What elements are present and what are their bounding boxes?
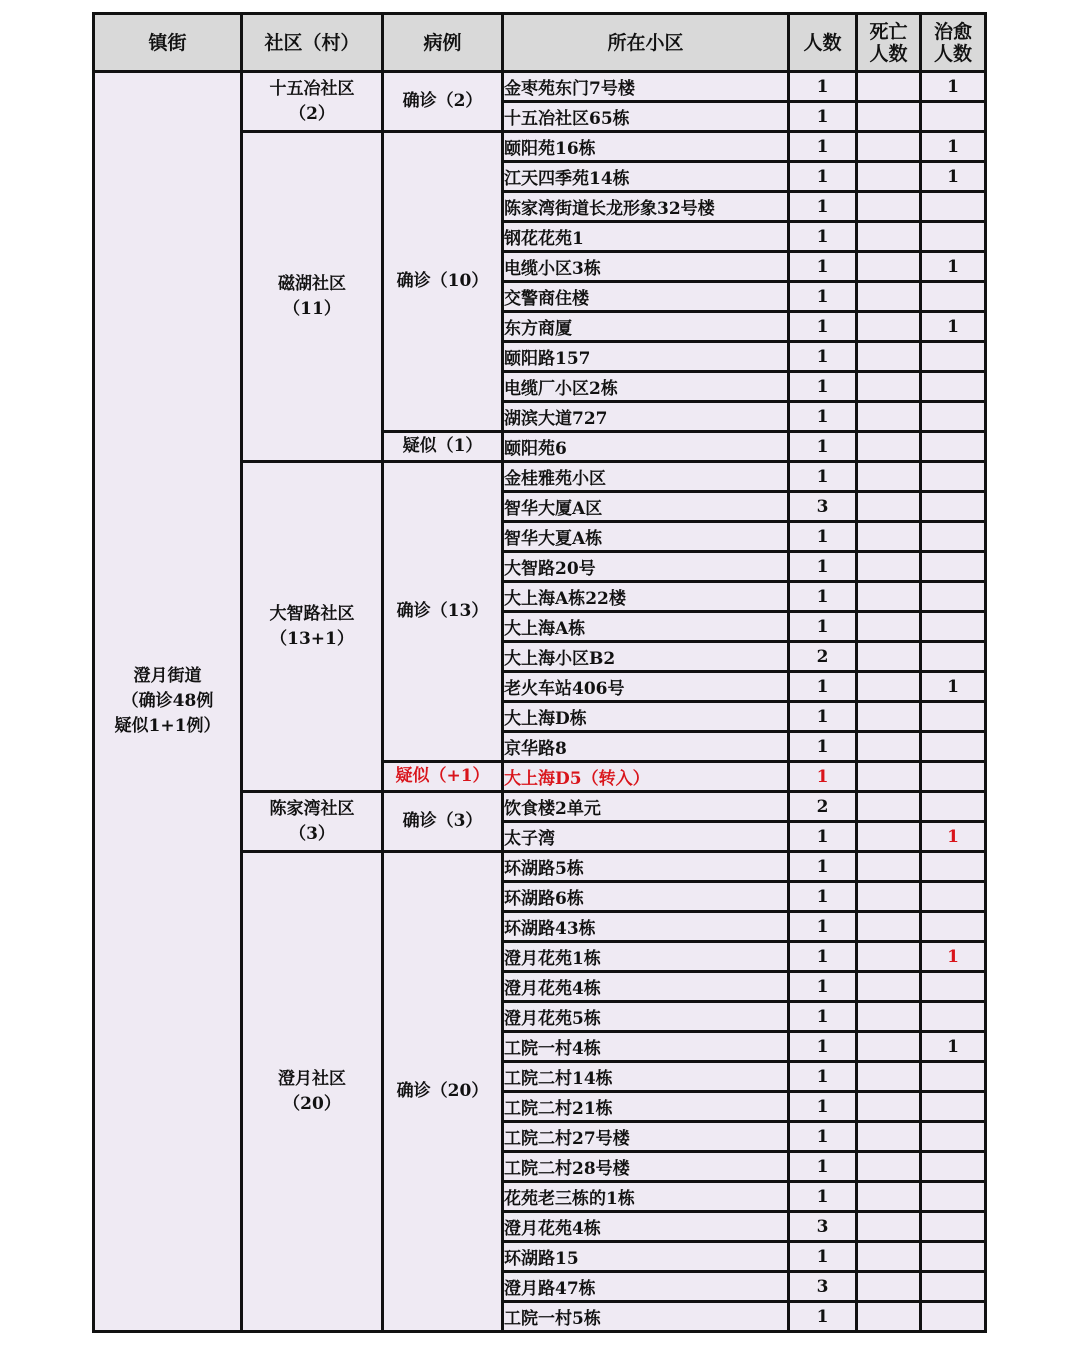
death-cell xyxy=(858,1033,922,1063)
death-cell xyxy=(858,1093,922,1123)
place-cell: 太子湾 xyxy=(504,823,790,853)
cured-cell: 1 xyxy=(922,73,987,103)
header-case: 病例 xyxy=(384,15,504,73)
count-cell: 1 xyxy=(790,583,858,613)
community-label: （3） xyxy=(289,823,335,844)
cured-cell xyxy=(922,583,987,613)
count-cell: 1 xyxy=(790,1303,858,1333)
count-cell: 3 xyxy=(790,1273,858,1303)
count-cell: 1 xyxy=(790,943,858,973)
death-cell xyxy=(858,1123,922,1153)
cured-cell xyxy=(922,433,987,463)
death-cell xyxy=(858,1243,922,1273)
community-cell xyxy=(243,853,384,1333)
count-cell: 1 xyxy=(790,703,858,733)
count-cell: 1 xyxy=(790,193,858,223)
death-cell xyxy=(858,103,922,133)
death-cell xyxy=(858,1183,922,1213)
death-cell xyxy=(858,763,922,793)
death-cell xyxy=(858,553,922,583)
community-label: 磁湖社区 xyxy=(278,273,346,294)
cured-cell xyxy=(922,193,987,223)
death-cell xyxy=(858,493,922,523)
place-cell: 颐阳路157 xyxy=(504,343,790,373)
count-cell: 3 xyxy=(790,493,858,523)
count-cell: 1 xyxy=(790,283,858,313)
header-cured xyxy=(922,15,987,73)
place-cell: 环湖路5栋 xyxy=(504,853,790,883)
town-label-line3: 疑似1+1例） xyxy=(114,716,221,736)
cured-cell xyxy=(922,853,987,883)
count-cell: 1 xyxy=(790,1003,858,1033)
cured-cell: 1 xyxy=(922,163,987,193)
cured-cell xyxy=(922,763,987,793)
place-cell: 十五冶社区65栋 xyxy=(504,103,790,133)
count-cell: 1 xyxy=(790,133,858,163)
cured-cell: 1 xyxy=(922,823,987,853)
table-row xyxy=(95,73,987,103)
death-cell xyxy=(858,403,922,433)
header-cured-line1: 治愈 xyxy=(933,20,972,43)
community-label: （2） xyxy=(289,103,335,124)
community-label: （13+1） xyxy=(270,628,354,649)
place-cell: 工院一村5栋 xyxy=(504,1303,790,1333)
place-cell: 老火车站406号 xyxy=(504,673,790,703)
place-cell: 湖滨大道727 xyxy=(504,403,790,433)
case-table xyxy=(92,12,987,1333)
cured-cell xyxy=(922,733,987,763)
death-cell xyxy=(858,673,922,703)
cured-cell xyxy=(922,1123,987,1153)
place-cell: 工院二村14栋 xyxy=(504,1063,790,1093)
header-cured-line2: 人数 xyxy=(933,42,972,65)
cured-cell xyxy=(922,973,987,1003)
community-cell xyxy=(243,793,384,853)
header-death xyxy=(858,15,922,73)
place-cell: 环湖路6栋 xyxy=(504,883,790,913)
cured-cell xyxy=(922,373,987,403)
death-cell xyxy=(858,73,922,103)
place-cell: 金枣苑东门7号楼 xyxy=(504,73,790,103)
cured-cell xyxy=(922,553,987,583)
count-cell: 1 xyxy=(790,1123,858,1153)
cured-cell xyxy=(922,613,987,643)
death-cell xyxy=(858,703,922,733)
cured-cell xyxy=(922,403,987,433)
place-cell: 大上海D栋 xyxy=(504,703,790,733)
death-cell xyxy=(858,223,922,253)
death-cell xyxy=(858,1153,922,1183)
case-type-cell: 疑似（+1） xyxy=(384,763,504,793)
place-cell: 大上海A栋 xyxy=(504,613,790,643)
cured-cell xyxy=(922,343,987,373)
town-cell xyxy=(95,73,243,1333)
count-cell: 1 xyxy=(790,103,858,133)
cured-cell xyxy=(922,793,987,823)
cured-cell xyxy=(922,1063,987,1093)
table-body xyxy=(95,73,987,1333)
case-type-cell: 确诊（13） xyxy=(384,463,504,763)
death-cell xyxy=(858,733,922,763)
place-cell: 环湖路15 xyxy=(504,1243,790,1273)
death-cell xyxy=(858,133,922,163)
death-cell xyxy=(858,913,922,943)
count-cell: 1 xyxy=(790,1183,858,1213)
count-cell: 1 xyxy=(790,1033,858,1063)
death-cell xyxy=(858,943,922,973)
death-cell xyxy=(858,343,922,373)
death-cell xyxy=(858,853,922,883)
cured-cell: 1 xyxy=(922,673,987,703)
cured-cell: 1 xyxy=(922,1033,987,1063)
death-cell xyxy=(858,613,922,643)
place-cell: 钢花花苑1 xyxy=(504,223,790,253)
cured-cell: 1 xyxy=(922,943,987,973)
place-cell: 金桂雅苑小区 xyxy=(504,463,790,493)
count-cell: 1 xyxy=(790,1063,858,1093)
place-cell: 大上海小区B2 xyxy=(504,643,790,673)
case-type-cell: 确诊（20） xyxy=(384,853,504,1333)
count-cell: 1 xyxy=(790,523,858,553)
death-cell xyxy=(858,523,922,553)
cured-cell: 1 xyxy=(922,253,987,283)
death-cell xyxy=(858,883,922,913)
cured-cell xyxy=(922,523,987,553)
cured-cell xyxy=(922,1093,987,1123)
death-cell xyxy=(858,163,922,193)
death-cell xyxy=(858,1273,922,1303)
death-cell xyxy=(858,253,922,283)
count-cell: 1 xyxy=(790,1153,858,1183)
count-cell: 1 xyxy=(790,313,858,343)
header-community: 社区（村） xyxy=(243,15,384,73)
place-cell: 工院二村28号楼 xyxy=(504,1153,790,1183)
place-cell: 大智路20号 xyxy=(504,553,790,583)
death-cell xyxy=(858,793,922,823)
community-label: 大智路社区 xyxy=(269,603,355,624)
count-cell: 1 xyxy=(790,1243,858,1273)
count-cell: 2 xyxy=(790,643,858,673)
death-cell xyxy=(858,823,922,853)
community-cell xyxy=(243,463,384,793)
count-cell: 1 xyxy=(790,343,858,373)
cured-cell xyxy=(922,493,987,523)
community-label: （11） xyxy=(283,298,341,319)
place-cell: 工院一村4栋 xyxy=(504,1033,790,1063)
death-cell xyxy=(858,1213,922,1243)
death-cell xyxy=(858,973,922,1003)
place-cell: 江天四季苑14栋 xyxy=(504,163,790,193)
count-cell: 1 xyxy=(790,853,858,883)
community-cell xyxy=(243,133,384,463)
count-cell: 1 xyxy=(790,763,858,793)
place-cell: 大上海A栋22楼 xyxy=(504,583,790,613)
place-cell: 澄月花苑5栋 xyxy=(504,1003,790,1033)
community-label: 澄月社区 xyxy=(278,1068,346,1089)
cured-cell xyxy=(922,1003,987,1033)
header-death-line1: 死亡 xyxy=(869,20,908,43)
place-cell: 工院二村21栋 xyxy=(504,1093,790,1123)
case-type-cell: 疑似（1） xyxy=(384,433,504,463)
death-cell xyxy=(858,193,922,223)
community-label: 陈家湾社区 xyxy=(269,798,355,819)
cured-cell xyxy=(922,703,987,733)
death-cell xyxy=(858,283,922,313)
place-cell: 澄月花苑1栋 xyxy=(504,943,790,973)
place-cell: 澄月路47栋 xyxy=(504,1273,790,1303)
count-cell: 1 xyxy=(790,673,858,703)
count-cell: 1 xyxy=(790,223,858,253)
community-label: 十五冶社区 xyxy=(269,78,355,99)
count-cell: 1 xyxy=(790,553,858,583)
death-cell xyxy=(858,313,922,343)
death-cell xyxy=(858,463,922,493)
death-cell xyxy=(858,1003,922,1033)
cured-cell xyxy=(922,1273,987,1303)
header-row xyxy=(95,15,987,73)
death-cell xyxy=(858,373,922,403)
place-cell: 京华路8 xyxy=(504,733,790,763)
count-cell: 1 xyxy=(790,883,858,913)
count-cell: 1 xyxy=(790,823,858,853)
count-cell: 2 xyxy=(790,793,858,823)
cured-cell xyxy=(922,463,987,493)
place-cell: 东方商厦 xyxy=(504,313,790,343)
count-cell: 1 xyxy=(790,973,858,1003)
place-cell: 智华大夏A栋 xyxy=(504,523,790,553)
place-cell: 工院二村27号楼 xyxy=(504,1123,790,1153)
header-count: 人数 xyxy=(790,15,858,73)
town-label-line2: （确诊48例 xyxy=(121,691,214,711)
place-cell: 大上海D5（转入） xyxy=(504,763,790,793)
cured-cell xyxy=(922,1243,987,1273)
count-cell: 1 xyxy=(790,433,858,463)
death-cell xyxy=(858,1303,922,1333)
death-cell xyxy=(858,1063,922,1093)
cured-cell xyxy=(922,1213,987,1243)
header-death-line2: 人数 xyxy=(869,42,908,65)
place-cell: 颐阳苑6 xyxy=(504,433,790,463)
cured-cell xyxy=(922,1183,987,1213)
count-cell: 1 xyxy=(790,163,858,193)
cured-cell xyxy=(922,283,987,313)
cured-cell xyxy=(922,883,987,913)
count-cell: 1 xyxy=(790,373,858,403)
count-cell: 1 xyxy=(790,253,858,283)
count-cell: 1 xyxy=(790,913,858,943)
death-cell xyxy=(858,643,922,673)
place-cell: 交警商住楼 xyxy=(504,283,790,313)
cured-cell xyxy=(922,643,987,673)
count-cell: 1 xyxy=(790,613,858,643)
header-town: 镇街 xyxy=(95,15,243,73)
place-cell: 饮食楼2单元 xyxy=(504,793,790,823)
count-cell: 1 xyxy=(790,733,858,763)
case-type-cell: 确诊（3） xyxy=(384,793,504,853)
place-cell: 陈家湾街道长龙形象32号楼 xyxy=(504,193,790,223)
count-cell: 1 xyxy=(790,463,858,493)
town-label-line1: 澄月街道 xyxy=(133,666,202,686)
cured-cell xyxy=(922,103,987,133)
place-cell: 电缆厂小区2栋 xyxy=(504,373,790,403)
cured-cell xyxy=(922,223,987,253)
header-place: 所在小区 xyxy=(504,15,790,73)
count-cell: 1 xyxy=(790,73,858,103)
case-type-cell: 确诊（2） xyxy=(384,73,504,133)
case-type-cell: 确诊（10） xyxy=(384,133,504,433)
count-cell: 3 xyxy=(790,1213,858,1243)
place-cell: 颐阳苑16栋 xyxy=(504,133,790,163)
cured-cell xyxy=(922,913,987,943)
death-cell xyxy=(858,433,922,463)
place-cell: 电缆小区3栋 xyxy=(504,253,790,283)
place-cell: 智华大厦A区 xyxy=(504,493,790,523)
count-cell: 1 xyxy=(790,403,858,433)
death-cell xyxy=(858,583,922,613)
count-cell: 1 xyxy=(790,1093,858,1123)
cured-cell xyxy=(922,1303,987,1333)
cured-cell: 1 xyxy=(922,313,987,343)
community-cell xyxy=(243,73,384,133)
cured-cell: 1 xyxy=(922,133,987,163)
place-cell: 澄月花苑4栋 xyxy=(504,1213,790,1243)
place-cell: 花苑老三栋的1栋 xyxy=(504,1183,790,1213)
cured-cell xyxy=(922,1153,987,1183)
place-cell: 环湖路43栋 xyxy=(504,913,790,943)
place-cell: 澄月花苑4栋 xyxy=(504,973,790,1003)
community-label: （20） xyxy=(283,1093,341,1114)
